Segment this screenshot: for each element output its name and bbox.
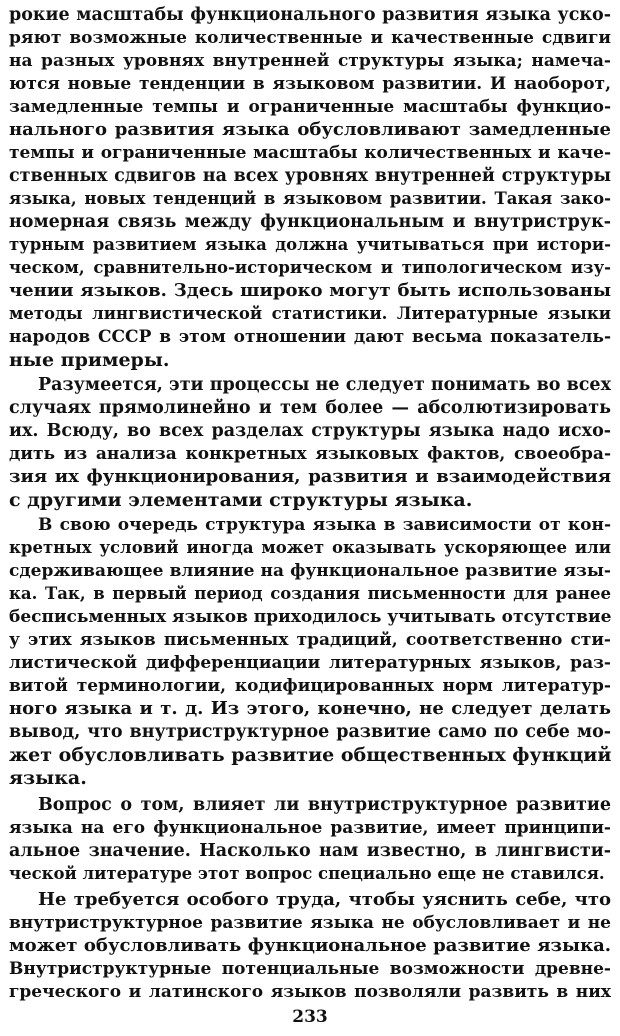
text-line: греческого и латинского языков позволяли развить в них (9, 982, 611, 1002)
text-line: методы лингвистической статистики. Литературные языки (9, 304, 611, 323)
text-line: может обусловливать функциональное развитие языка. (9, 935, 611, 956)
text-line: ка. Так, в первый период создания письменности для ранее (9, 584, 611, 603)
text-line: чении языков. Здесь широко могут быть использованы (9, 280, 611, 301)
text-line: В свою очередь структура языка в зависимости от кон- (38, 515, 611, 535)
text-line: дить из анализа конкретных языковых фактов, своеобра- (9, 444, 611, 464)
text-line: ного языка и т. д. Из этого, конечно, не следует делать (9, 698, 611, 719)
text-line: ются новые тенденции в языковом развитии. И наоборот, (9, 74, 611, 94)
text-line: на разных уровнях внутренней структуры языка; намеча- (9, 51, 611, 71)
text-line: альное значение. Насколько нам известно, в лингвисти- (9, 841, 611, 861)
text-line: внутриструктурное развитие языка не обусловливает и не (9, 913, 611, 933)
text-line: языка, новых тенденций в языковом развитии. Такая зако- (9, 189, 611, 208)
text-line: вывод, что внутриструктурное развитие само по себе мо- (9, 722, 611, 742)
text-line: бесписьменных языков приходилось учитывать отсутствие (9, 607, 611, 627)
text-line: случаях прямолинейно и тем более — абсолютизировать (9, 398, 611, 418)
text-line: Вопрос о том, влияет ли внутриструктурное развитие (38, 795, 611, 815)
text-line: зия их функционирования, развития и взаимодействия (9, 466, 611, 487)
text-line: с другими элементами структуры языка. (9, 489, 473, 511)
text-line: ные примеры. (9, 349, 170, 371)
text-line: замедленные темпы и ограниченные масштабы функцио- (9, 97, 611, 117)
text-line: нального развития языка обусловливают замедленные (9, 119, 611, 140)
text-line: турным развитием языка должна учитываться при истори- (9, 235, 611, 254)
text-line: языка на его функциональное развитие, имеет принципи- (9, 818, 611, 838)
text-line: ческой литературе этот вопрос специально еще не ставился. (9, 864, 605, 883)
text-line: Не требуется особого труда, чтобы уяснить себе, что (38, 889, 611, 910)
text-line: ственных сдвигов на всех уровнях внутренней структуры (9, 166, 611, 186)
text-line: витой терминологии, кодифицированных норм литератур- (9, 676, 611, 696)
text-line: ряют возможные количественные и качественные сдвиги (9, 28, 611, 48)
text-line: языка. (9, 767, 87, 789)
text-line: номерная связь между функциональным и внутриструк- (9, 212, 611, 232)
text-line: ческом, сравнительно-историческом и типологическом изу- (9, 258, 611, 277)
text-line: у этих языков письменных традиций, соответственно сти- (9, 630, 611, 650)
text-line: рокие масштабы функционального развития языка уско- (9, 5, 611, 25)
text-line: Внутриструктурные потенциальные возможности древне- (9, 959, 611, 979)
text-line: кретных условий иногда может оказывать ускоряющее или (9, 538, 611, 557)
text-line: сдерживающее влияние на функциональное развитие язы- (9, 561, 611, 581)
text-line: листической дифференциации литературных языков, раз- (9, 653, 611, 673)
text-line: Разумеется, эти процессы не следует понимать во всех (38, 375, 611, 395)
text-line: жет обусловливать развитие общественных функций (9, 744, 611, 766)
text-line: их. Всюду, во всех разделах структуры языка надо исхо- (9, 421, 611, 441)
page-number: 233 (292, 1007, 328, 1027)
text-line: народов СССР в этом отношении дают весьма показатель- (9, 327, 611, 347)
text-line: темпы и ограниченные масштабы количественных и каче- (9, 143, 611, 163)
